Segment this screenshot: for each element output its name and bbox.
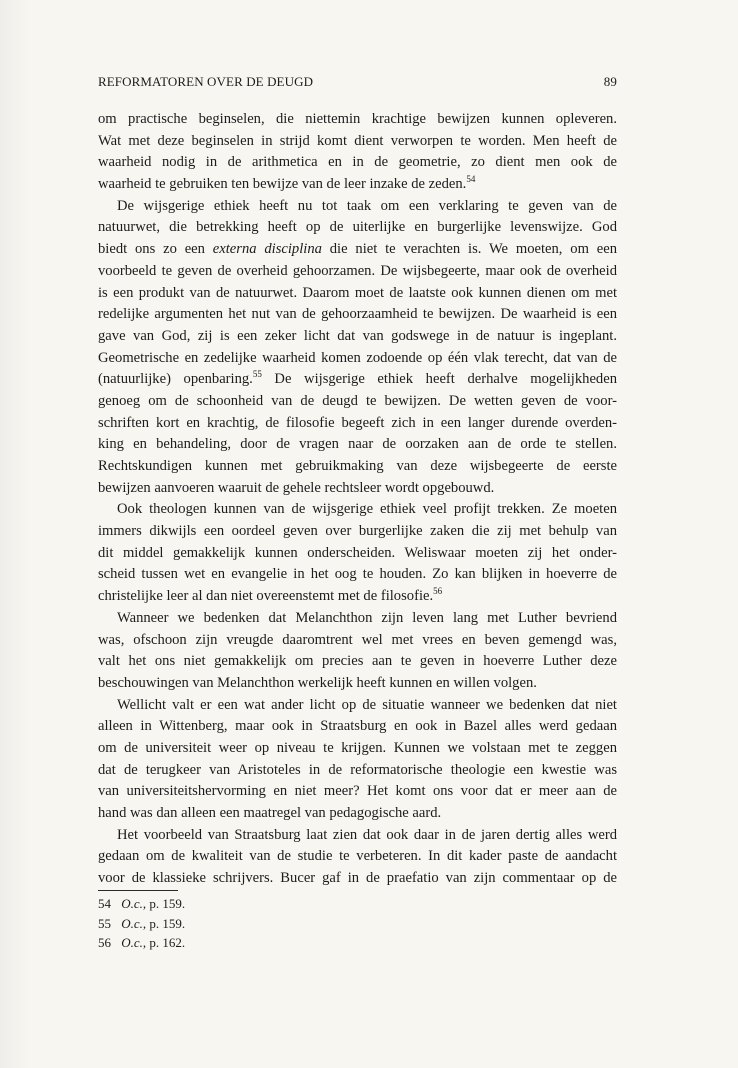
text-line: beschouwingen van Melanchthon werkelijk heeft kunnen en willen volgen. <box>98 674 537 691</box>
text-line: om practische beginselen, die niettemin krachtige bewijzen kunnen opleveren. <box>98 111 617 127</box>
text-line: schriften kort en krachtig, de filosofie begeeft zich in een langer durende overden- <box>98 414 617 431</box>
footnote-rule <box>98 890 178 891</box>
text-run: De wijsgerige ethiek heeft derhalve mogelijkheden <box>261 371 617 388</box>
text-line: Wellicht valt er een wat ander licht op de situatie wanneer we bedenken dat niet <box>117 696 617 713</box>
text-line <box>98 369 617 391</box>
text-line: is een produkt van de natuurwet. Daarom moet de laatste ook kunnen dienen om met <box>98 284 617 301</box>
footnote-reference: O.c. <box>121 896 143 911</box>
footnote-number: 55 <box>98 915 111 931</box>
footnote <box>98 894 398 914</box>
text-run: waarheid te gebruiken ten bewijze van de leer inzake de zeden. <box>98 176 467 193</box>
text-line: Geometrische en zedelijke waarheid komen zodoende op één vlak terecht, dat van de <box>98 349 617 366</box>
text-line: Het voorbeeld van Straatsburg laat zien dat ook daar in de jaren dertig alles werd <box>117 826 617 843</box>
italic-term: externa disciplina <box>212 241 322 258</box>
text-line: hand was dan alleen een maatregel van pedagogische aard. <box>98 805 442 821</box>
text-run: christelijke leer al dan niet overeenstemt met de filosofie. <box>98 588 434 605</box>
text-line: genoeg om de schoonheid van de deugd te bewijzen. De wetten geven de voor- <box>98 392 617 409</box>
text-line: gave van God, zij is een zeker licht dat van godswege in de natuur is ingeplant. <box>98 327 617 344</box>
text-line: voor de klassieke schrijvers. Bucer gaf in de praefatio van zijn commentaar op de <box>98 870 617 887</box>
text-line: waarheid nodig in de arithmetica en in de geometrie, zo dient men ook de <box>98 154 617 171</box>
footnote-reference: O.c. <box>121 915 143 931</box>
text-line: om de universiteit weer op niveau te krijgen. Kunnen we volstaan met te zeggen <box>98 739 617 756</box>
footnote-marker: 54 <box>466 174 476 185</box>
footnote-marker: 55 <box>252 369 262 380</box>
paragraph <box>98 109 617 196</box>
text-run: die niet te verachten is. We moeten, om een <box>321 241 618 258</box>
footnote-marker: 56 <box>433 586 443 597</box>
footnote-number: 54 <box>98 896 111 911</box>
text-line: immers dikwijls een oordeel geven over burgerlijke zaken die zij met behulp van <box>98 523 617 540</box>
footnote-page: , p. 159. <box>142 896 186 911</box>
text-line: scheid tussen wet en evangelie in het oog te houden. Zo kan blijken in hoeverre de <box>98 566 617 583</box>
text-line: Wat met deze beginselen in strijd komt dient verworpen te worden. Men heeft de <box>98 132 617 149</box>
text-line: was, ofschoon zijn vreugde daaromtrent wel met vrees en beven gemengd was, <box>98 631 617 648</box>
paragraph <box>98 196 617 500</box>
text-line: dit middel gemakkelijk kunnen onderscheiden. Weliswaar moeten zij het onder- <box>98 544 617 561</box>
paragraph <box>98 695 617 825</box>
running-head <box>98 74 617 94</box>
page-edge-shadow <box>0 0 30 1068</box>
text-line: dat de terugkeer van Aristoteles in de reformatorische theologie een kwestie was <box>98 761 617 778</box>
text-line: gedaan om de kwaliteit van de studie te verbeteren. In dit kader paste de aandacht <box>98 848 617 865</box>
text-line: van universiteitshervorming en niet meer? Het komt ons voor dat er meer aan de <box>98 783 617 800</box>
text-line <box>98 239 617 261</box>
text-line: bewijzen aanvoeren waaruit de gehele rechtsleer wordt opgebouwd. <box>98 479 495 496</box>
text-line: voorbeeld te geven de overheid gehoorzamen. De wijsbegeerte, maar ook de overheid <box>98 262 617 279</box>
text-line: king en behandeling, door de vragen naar de oorzaken aan de orde te stellen. <box>98 436 617 453</box>
body-text <box>98 109 617 890</box>
page-number: 89 <box>603 74 617 89</box>
text-run: (natuurlijke) openbaring. <box>98 371 253 388</box>
text-line <box>98 174 617 196</box>
footnote-number: 56 <box>98 935 111 950</box>
paragraph <box>98 608 617 695</box>
footnote <box>98 933 398 953</box>
text-line <box>98 586 617 608</box>
text-line: Wanneer we bedenken dat Melanchthon zijn leven lang met Luther bevriend <box>117 609 617 626</box>
footnote-reference: O.c. <box>121 935 143 950</box>
text-line: Rechtskundigen kunnen met gebruikmaking van deze wijsbegeerte de eerste <box>98 458 617 474</box>
text-line: natuurwet, die betrekking heeft op de uiterlijke en burgerlijke levenswijze. God <box>98 219 617 236</box>
running-head-title: REFORMATOREN OVER DE DEUGD <box>98 74 314 89</box>
text-line: Ook theologen kunnen van de wijsgerige ethiek veel profijt trekken. Ze moeten <box>117 501 617 518</box>
paragraph <box>98 499 617 607</box>
text-line: redelijke argumenten het nut van de gehoorzaamheid te bewijzen. De waarheid is een <box>98 306 617 323</box>
paragraph <box>98 825 617 890</box>
footnote <box>98 914 398 934</box>
footnote-page: , p. 162. <box>142 935 186 950</box>
text-run: biedt ons zo een <box>98 241 213 258</box>
footnote-page: , p. 159. <box>142 915 186 931</box>
footnotes <box>98 894 398 953</box>
text-line: alleen in Wittenberg, maar ook in Straatsburg en ook in Bazel alles werd gedaan <box>98 718 617 735</box>
text-line: valt het ons niet gemakkelijk om precies aan te geven in hoeverre Luther deze <box>98 653 617 670</box>
text-line: De wijsgerige ethiek heeft nu tot taak om een verklaring te geven van de <box>117 197 617 214</box>
